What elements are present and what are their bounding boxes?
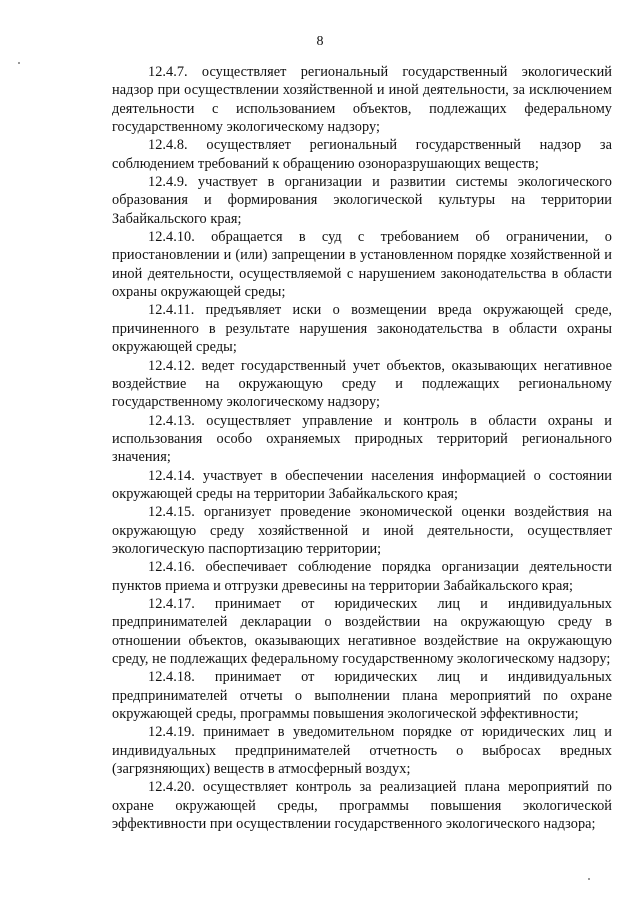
paragraph-12-4-20: 12.4.20. осуществляет контроль за реализацией плана мероприятий по охране окружающей среды, программы повышения экологической эффективности при осуществлении государственного экологического надзора; [112,779,612,833]
document-body [112,63,612,833]
paragraph-12-4-12: 12.4.12. ведет государственный учет объектов, оказывающих негативное воздействие на окружающую среду и подлежащих региональному государственному экологическому надзору; [112,357,612,411]
paragraph-12-4-19: 12.4.19. принимает в уведомительном порядке от юридических лиц и индивидуальных предпринимателей отчетность о выбросах вредных (загрязняющих) веществ в атмосферный воздух; [112,724,612,778]
paragraph-12-4-14: 12.4.14. участвует в обеспечении населения информацией о состоянии окружающей среды на территории Забайкальского края; [112,467,612,502]
paragraph-12-4-16: 12.4.16. обеспечивает соблюдение порядка организации деятельности пунктов приема и отгрузки древесины на территории Забайкальского края; [112,559,612,594]
paragraph-12-4-13: 12.4.13. осуществляет управление и контроль в области охраны и использования особо охраняемых природных территорий регионального значения; [112,412,612,466]
page-number: 8 [316,34,324,49]
paragraph-12-4-11: 12.4.11. предъявляет иски о возмещении вреда окружающей среде, причиненного в результате нарушения законодательства в области охраны окружающей среды; [112,302,612,356]
paragraph-12-4-15: 12.4.15. организует проведение экономической оценки воздействия на окружающую среду хозяйственной и иной деятельности, осуществляет экологическую паспортизацию территории; [112,504,612,557]
paragraph-12-4-7: 12.4.7. осуществляет региональный государственный экологический надзор при осуществлении хозяйственной и иной деятельности, за исключением деятельности с использованием объектов, подлежащих федеральному государственному экологическому надзору; [112,64,612,136]
scan-speck [588,878,590,880]
paragraph-12-4-18: 12.4.18. принимает от юридических лиц и индивидуальных предпринимателей отчеты о выполнении плана мероприятий по охране окружающей среды, программы повышения экологической эффективности; [112,669,612,723]
paragraph-12-4-17: 12.4.17. принимает от юридических лиц и индивидуальных предпринимателей декларации о воздействии на окружающую среду в отношении объектов, оказывающих негативное воздействие на окружающую среду, не подлежащих федеральному государственному экологическому надзору; [112,595,612,667]
paragraph-12-4-8: 12.4.8. осуществляет региональный государственный надзор за соблюдением требований к обращению озоноразрушающих веществ; [112,137,612,172]
scan-speck [18,62,20,64]
paragraph-12-4-9: 12.4.9. участвует в организации и развитии системы экологического образования и формирования экологической культуры на территории Забайкальского края; [112,174,612,227]
paragraph-12-4-10: 12.4.10. обращается в суд с требованием об ограничении, о приостановлении и (или) запрещении в установленном порядке хозяйственной и иной деятельности, осуществляемой с нарушением законодательства в области охраны окружающей среды; [112,229,612,301]
